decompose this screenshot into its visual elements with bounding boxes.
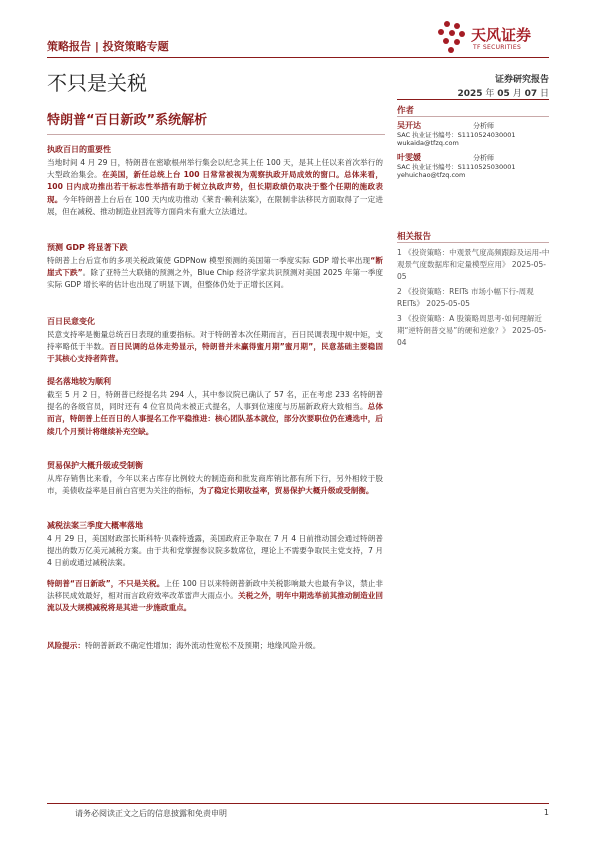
body-emphasis: 关税之外，明年中期选举前其推动制造业回流以及大规模减税将是其进一步施政重点。 — [47, 591, 384, 613]
date-year-unit: 年 — [485, 89, 495, 99]
body-emphasis: 为了稳定长期收益率，贸易保护大概升级或受制衡。 — [198, 486, 374, 496]
body-text: 。除了亚特兰大联储的预测之外，Blue Chip 经济学家共识预测对美国 2025 年第一季度实际 GDP 增长率的估计也出现了明显下调，但整体仍处于正增长区间。 — [47, 268, 384, 290]
section-body — [47, 157, 383, 218]
section-trade — [47, 460, 383, 497]
subtitle-divider — [47, 134, 385, 135]
section-heading: 百日民意变化 — [47, 317, 95, 326]
body-emphasis: 总体而言，特朗普上任百日的人事提名工作平稳推进：核心团队基本就位，部分次要职位仍在遴选中，后续几个月预计将继续补充空缺。 — [47, 402, 384, 436]
report-title: 不只是关税 — [47, 71, 147, 95]
author-email[interactable]: wukaida@tfzq.com — [397, 139, 459, 147]
logo-subtext: TF SECURITIES — [473, 44, 522, 51]
section-heading: 贸易保护大概升级或受制衡 — [47, 461, 143, 470]
section-body — [47, 578, 383, 615]
section-body — [47, 389, 383, 438]
section-heading: 提名落地较为顺利 — [47, 377, 111, 386]
related-reports-list — [397, 247, 553, 352]
header-divider — [47, 57, 549, 58]
section-body — [47, 329, 383, 366]
body-text: 从库存销售比来看，今年以来占库存比例较大的制造商和批发商库销比都有所下行，另外相较于股市，美债收益率是目前白宫更为关注的指标， — [47, 474, 383, 496]
section-nominations — [47, 376, 383, 438]
author-card — [397, 122, 549, 148]
logo-icon — [437, 20, 467, 54]
related-report-item[interactable]: 2 《投资策略：REITs 市场小幅下行-周观 REITs》 2025-05-05 — [397, 287, 534, 308]
authors-divider — [397, 116, 549, 117]
section-body — [47, 640, 383, 652]
section-body — [47, 473, 383, 497]
company-logo — [437, 20, 557, 56]
authors-heading: 作者 — [397, 106, 415, 116]
date-month-unit: 月 — [512, 89, 522, 99]
date-day-unit: 日 — [539, 89, 549, 99]
section-conclusion — [47, 578, 383, 615]
body-emphasis: 百日民调的总体走势显示，特朗普并未赢得蜜月期”蜜月期”，民意基础主要稳固于其核心支持者阵营。 — [47, 342, 384, 364]
footer-divider — [47, 803, 549, 804]
body-emphasis: 在美国，新任总统上台 100 日常常被视为观察执政开局成效的窗口。总体来看，100 日内成功推出若干标志性举措有助于树立执政声势，但长期政绩仍取决于整个任期的施政表现。 — [47, 170, 384, 204]
risk-label: 风险提示： — [47, 641, 85, 650]
date-divider — [397, 99, 549, 100]
author-card — [397, 154, 549, 180]
body-text: 特朗普上台后宣布的多项关税政策使 GDPNow 模型预测的美国第一季度实际 GDP 增长率出现 — [47, 256, 371, 265]
footer-disclaimer: 请务必阅读正文之后的信息披露和免责申明 — [75, 809, 227, 818]
logo-text: 天风证券 — [471, 26, 532, 44]
related-report-item[interactable]: 3 《投资策略：A 股策略周思考-如何理解近期“逆特朗普交易”的硬和逆象？》 2025-05-04 — [397, 314, 547, 347]
author-role: 分析师 — [473, 154, 494, 162]
body-text: 今年特朗普上台后在 100 天内成功推动《莱肯·赖利法案》，在限制非法移民方面取得了一定进展，但在减税、推动制造业回流等方面尚未有重大立法通过。 — [47, 194, 383, 216]
author-cert: SAC 执业证书编号：S1110525030001 — [397, 162, 516, 171]
author-role: 分析师 — [473, 122, 494, 130]
related-reports-heading: 相关报告 — [397, 232, 432, 242]
section-importance — [47, 144, 383, 218]
report-category: 策略报告 | 投资策略专题 — [47, 40, 169, 53]
body-text: 4 月 29 日，美国财政部长斯科特·贝森特透露，美国政府正争取在 7 月 4 日前推动国会通过特朗普提出的数万亿美元减税方案。由于共和党掌握参议院多数席位，理论上不需要争取民主党支持，7 月 4 日前或通过减税法案。 — [47, 534, 383, 568]
section-gdp — [47, 242, 383, 292]
body-emphasis: 特朗普“百日新政”，不只是关税。 — [47, 579, 165, 588]
section-tax — [47, 520, 383, 570]
section-body — [47, 255, 383, 292]
author-name: 叶雯媛 — [397, 153, 421, 162]
section-heading: 减税法案三季度大概率落地 — [47, 521, 143, 530]
body-text: 截至 5 月 2 日，特朗普已经提名共 294 人，其中参议院已确认了 57 名，正在考虑 233 名特朗普提名的各级官员，同时还有 4 位官员尚未被正式提名，人事到位速度与历届新政府大致相当。 — [47, 390, 383, 412]
section-body — [47, 533, 383, 570]
section-heading: 预测 GDP 将显著下跌 — [47, 243, 128, 252]
body-text: 特朗普新政不确定性增加；海外流动性宽松不及预期；地缘风险升级。 — [84, 641, 321, 650]
section-approval — [47, 316, 383, 366]
section-heading: 执政百日的重要性 — [47, 145, 111, 154]
report-type: 证券研究报告 — [494, 75, 549, 85]
date-month: 05 — [497, 89, 510, 99]
date-day: 07 — [524, 89, 538, 99]
author-email[interactable]: yehuichao@tfzq.com — [397, 171, 466, 179]
body-text: 民意支持率是衡量总统百日表现的重要指标。对于特朗普本次任期而言，百日民调表现中规中矩，支持率略低于半数。 — [47, 330, 383, 352]
related-report-item[interactable]: 1 《投资策略：中观景气度高频跟踪及运用-中观景气度数据库和定量模型应用》 2025-05-05 — [397, 248, 550, 281]
body-text: 上任 100 日以来特朗普新政中关税影响最大也最有争议，禁止非法移民成效最好，相对而言政府效率改革雷声大雨点小。 — [47, 579, 383, 601]
report-date — [393, 86, 549, 99]
body-emphasis: “断崖式下跌” — [47, 256, 383, 278]
related-divider — [397, 242, 549, 243]
page-number: 1 — [543, 808, 549, 817]
section-risk — [47, 640, 383, 652]
date-year: 2025 — [457, 89, 483, 99]
report-subtitle: 特朗普“百日新政”系统解析 — [47, 113, 208, 128]
body-text: 当地时间 4 月 29 日，特朗普在密歇根州举行集会以纪念其上任 100 天，是其上任以来首次举行的大型政治集会。 — [47, 158, 383, 180]
author-cert: SAC 执业证书编号：S1110524030001 — [397, 130, 516, 139]
author-name: 吴开达 — [397, 121, 421, 130]
